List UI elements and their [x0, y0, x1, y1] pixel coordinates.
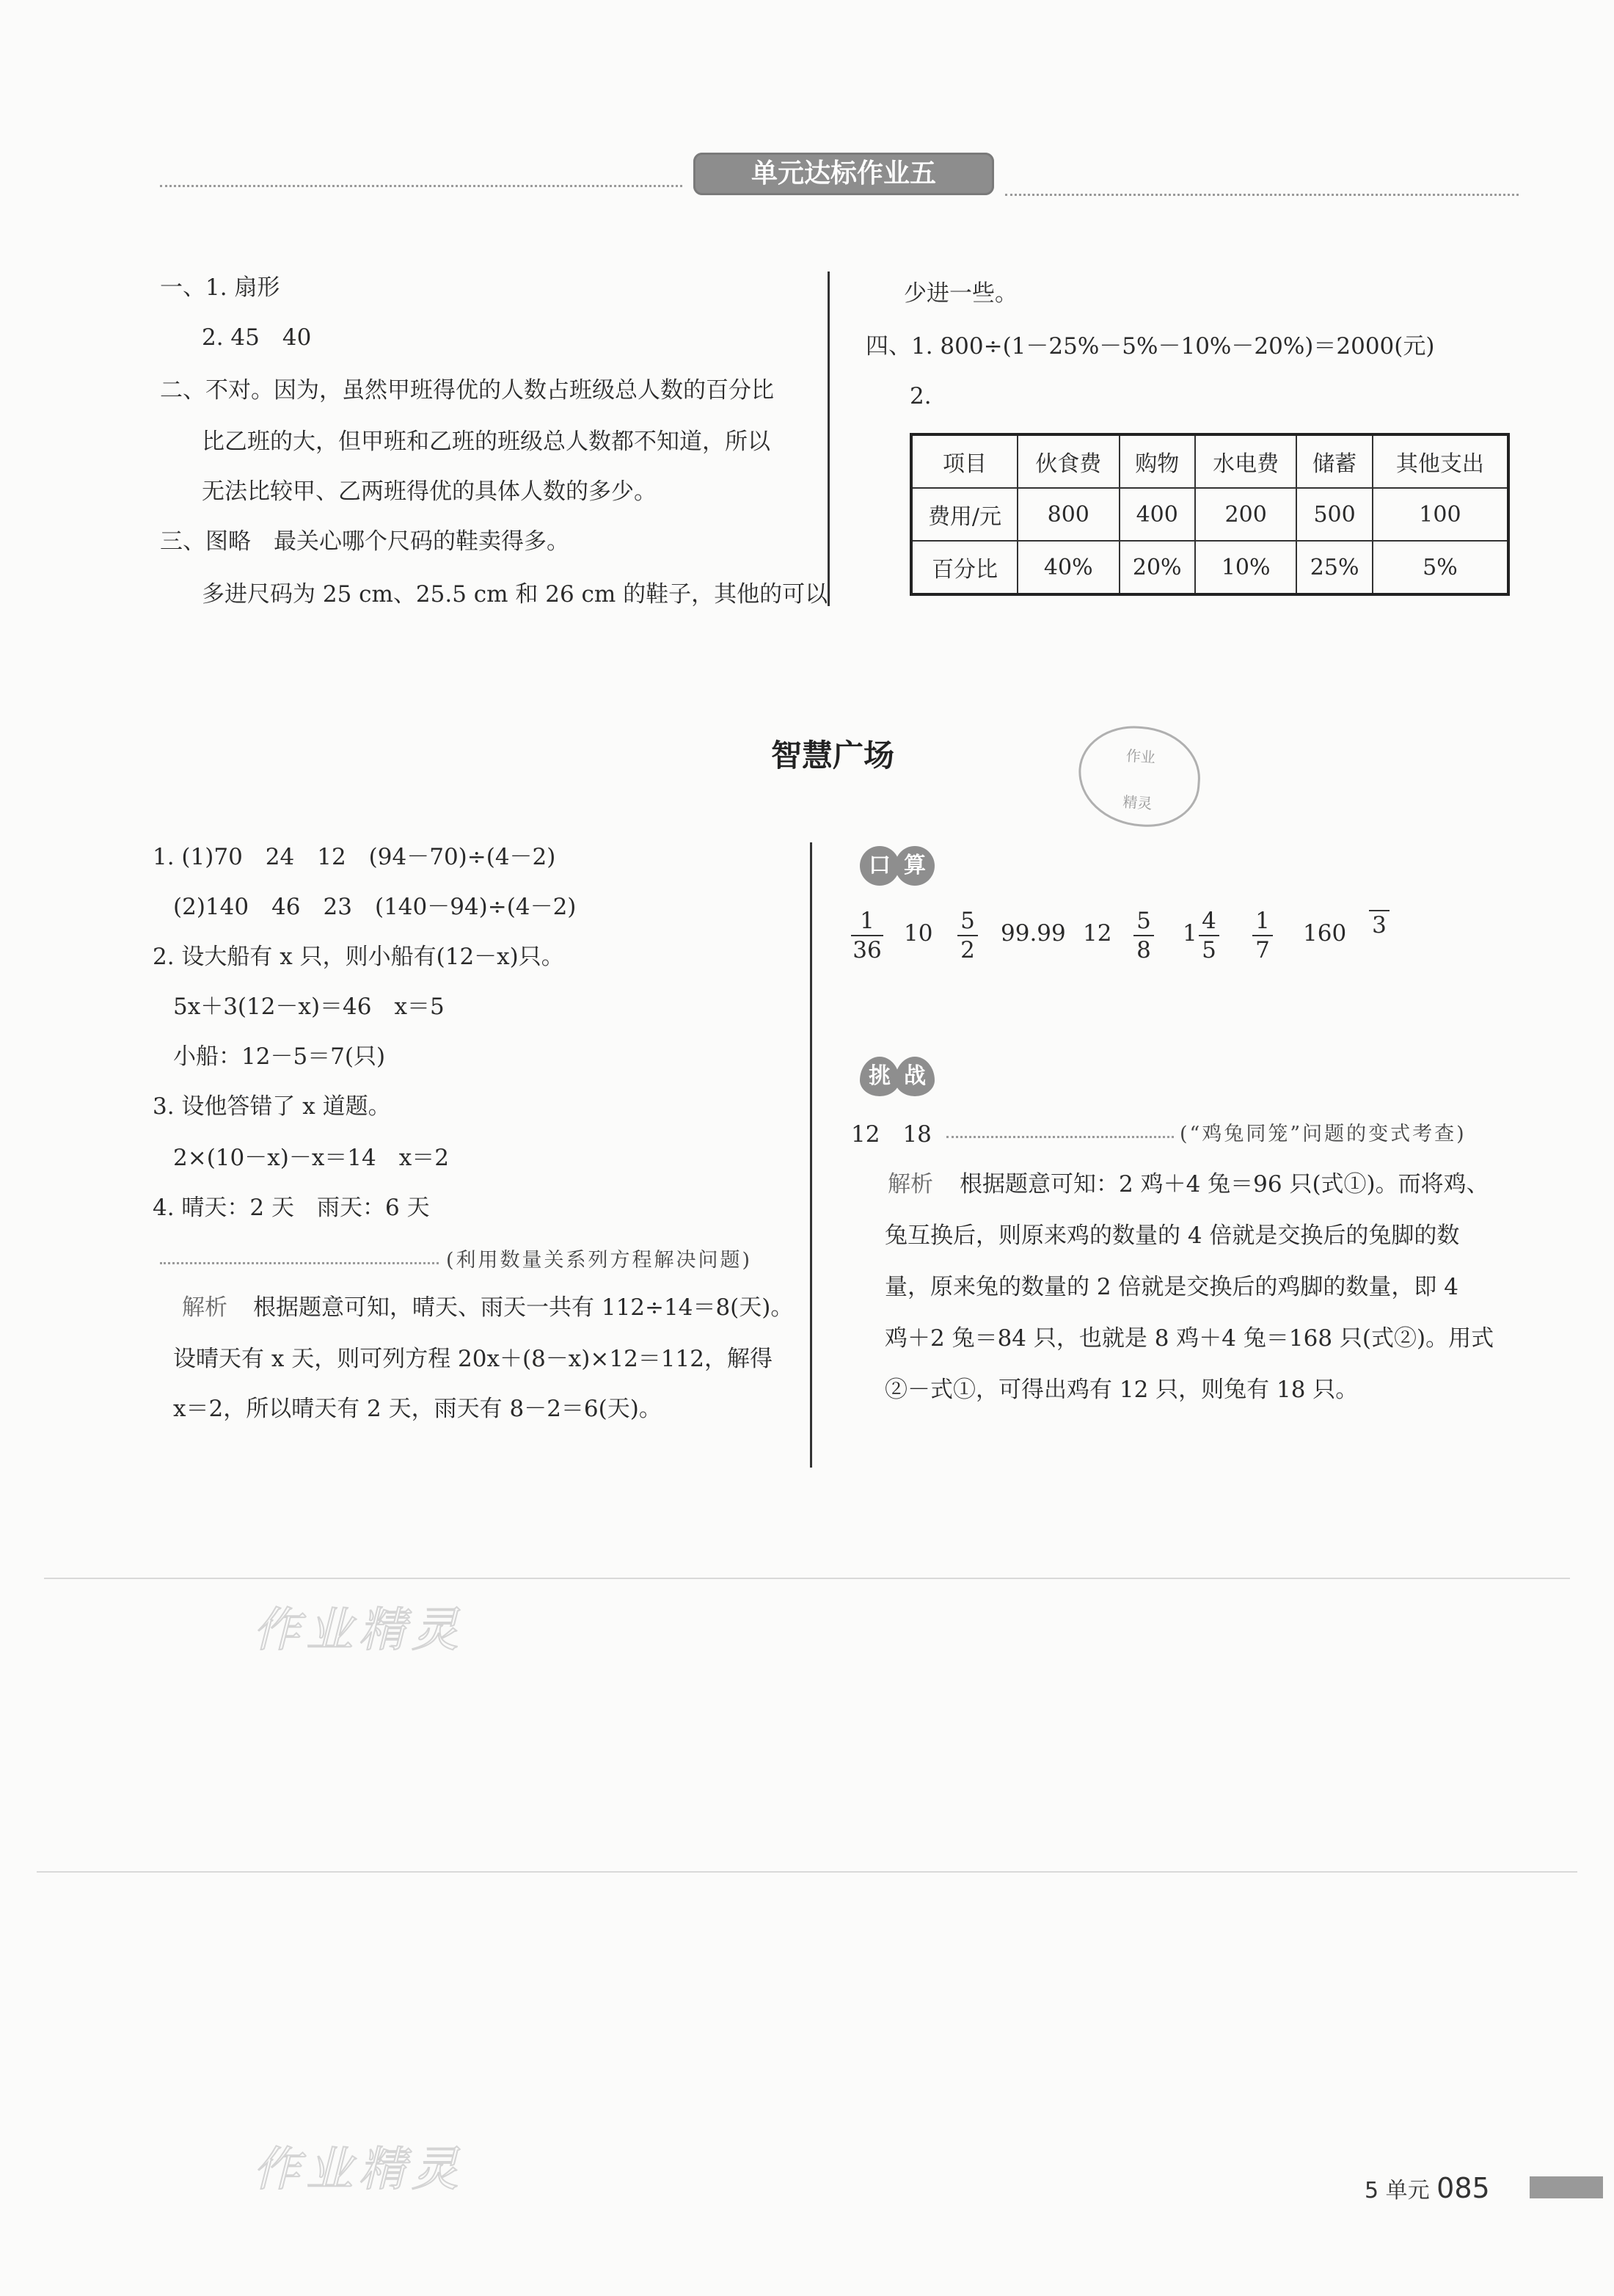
table-cell: 400 [1120, 488, 1195, 541]
header-dots-left [160, 185, 682, 187]
denominator: 3 [1372, 912, 1387, 939]
answer-line: 2. 设大船有 x 只，则小船有(12－x)只。 [153, 944, 564, 970]
oral-badge-1: 口 [860, 846, 899, 886]
analysis-line: ②－式①，可得出鸡有 12 只，则兔有 18 只。 [885, 1377, 1359, 1403]
challenge-answer: 12 18 [851, 1121, 932, 1148]
table-cell: 伙食费 [1018, 434, 1120, 488]
challenge-badge-2: 战 [895, 1057, 935, 1096]
numerator: 1 [1255, 908, 1270, 934]
divider-line [37, 1871, 1577, 1873]
numerator: 5 [960, 908, 975, 934]
answer-line: 2. 45 40 [202, 324, 312, 351]
unit-label: 5 单元 [1365, 2178, 1430, 2204]
fraction [1133, 908, 1154, 963]
numerator: 1 [860, 908, 874, 934]
oral-badge-2: 算 [895, 846, 935, 886]
answer-line: 多进尺码为 25 cm、25.5 cm 和 26 cm 的鞋子，其他的可以 [202, 581, 828, 608]
table-cell: 百分比 [911, 541, 1018, 594]
fraction [1369, 908, 1390, 938]
column-divider-middle [810, 842, 812, 1468]
fraction [957, 908, 978, 963]
answer-line: 三、图略 最关心哪个尺码的鞋卖得多。 [160, 528, 569, 555]
method-note: (利用数量关系列方程解决问题) [446, 1249, 753, 1272]
section-title: 智慧广场 [770, 737, 894, 773]
denominator: 2 [960, 937, 975, 963]
expense-table [910, 433, 1510, 596]
answer-line: 少进一些。 [904, 280, 1018, 307]
table-cell: 500 [1296, 488, 1372, 541]
denominator: 5 [1202, 937, 1216, 963]
answer-line: 4. 晴天：2 天 雨天：6 天 [153, 1195, 430, 1221]
analysis-line: 量，原来兔的数量的 2 倍就是交换后的鸡脚的数量，即 4 [885, 1274, 1459, 1300]
answer-line: 小船：12－5＝7(只) [173, 1043, 386, 1070]
page-number [1365, 2172, 1490, 2204]
fraction [851, 908, 883, 963]
denominator: 36 [852, 937, 882, 963]
answer-line: 一、1. 扇形 [160, 274, 280, 301]
challenge-dots [946, 1136, 1174, 1138]
table-cell: 5% [1373, 541, 1508, 594]
mixed-whole: 1 [1183, 920, 1197, 947]
stamp-logo [1075, 722, 1203, 830]
analysis-line: 鸡＋2 兔＝84 只，也就是 8 鸡＋4 兔＝168 只(式②)。用式 [885, 1325, 1494, 1352]
challenge-note: (“鸡兔同笼”问题的变式考查) [1180, 1123, 1467, 1145]
divider-line [44, 1578, 1570, 1579]
numerator: 4 [1202, 908, 1216, 934]
answer-line: 1. (1)70 24 12 (94－70)÷(4－2) [153, 844, 556, 870]
analysis-label: 解析 [182, 1294, 227, 1321]
fraction [1252, 908, 1273, 963]
answer-value: 99.99 [1001, 920, 1066, 947]
answer-value: 10 [904, 920, 933, 947]
table-cell: 10% [1195, 541, 1297, 594]
answer-line: 5x＋3(12－x)＝46 x＝5 [173, 994, 445, 1020]
denominator: 8 [1136, 937, 1151, 963]
table-cell: 800 [1018, 488, 1120, 541]
stamp-bottom-text: 精灵 [1122, 792, 1153, 813]
answer-line: 无法比较甲、乙两班得优的具体人数的多少。 [202, 478, 657, 505]
note-dots [160, 1262, 439, 1264]
header-banner: 单元达标作业五 [693, 153, 994, 195]
answer-value: 160 [1303, 920, 1347, 947]
analysis-line: x＝2，所以晴天有 2 天，雨天有 8－2＝6(天)。 [173, 1396, 662, 1422]
table-cell: 20% [1120, 541, 1195, 594]
watermark-text: 作业精灵 [253, 2143, 464, 2197]
answer-line: 2×(10－x)－x＝14 x＝2 [173, 1145, 449, 1171]
answer-line: (2)140 46 23 (140－94)÷(4－2) [173, 894, 577, 920]
answer-line: 比乙班的大，但甲班和乙班的班级总人数都不知道，所以 [202, 429, 770, 455]
answer-value: 12 [1083, 920, 1112, 947]
table-cell: 其他支出 [1373, 434, 1508, 488]
table-row [911, 541, 1508, 594]
analysis-label: 解析 [888, 1171, 933, 1198]
table-row [911, 488, 1508, 541]
analysis-line: 兔互换后，则原来鸡的数量的 4 倍就是交换后的兔脚的数 [885, 1222, 1460, 1249]
stamp-top-text: 作业 [1125, 746, 1156, 767]
fraction [1199, 908, 1219, 963]
analysis-line: 设晴天有 x 天，则可列方程 20x＋(8－x)×12＝112，解得 [173, 1346, 773, 1372]
watermark-text: 作业精灵 [253, 1603, 464, 1658]
challenge-badge-1: 挑 [860, 1057, 899, 1096]
answer-line: 二、不对。因为，虽然甲班得优的人数占班级总人数的百分比 [160, 377, 774, 404]
table-header-row [911, 434, 1508, 488]
answer-line: 四、1. 800÷(1－25%－5%－10%－20%)＝2000(元) [866, 333, 1435, 360]
table-cell: 购物 [1120, 434, 1195, 488]
table-cell: 费用/元 [911, 488, 1018, 541]
column-divider-top [828, 271, 830, 606]
table-cell: 项目 [911, 434, 1018, 488]
table-cell: 100 [1373, 488, 1508, 541]
table-cell: 储蓄 [1296, 434, 1372, 488]
answer-line: 2. [910, 383, 932, 409]
page-number-value: 085 [1436, 2172, 1490, 2204]
table-cell: 40% [1018, 541, 1120, 594]
analysis-line: 根据题意可知：2 鸡＋4 兔＝96 只(式①)。而将鸡、 [960, 1171, 1489, 1198]
table-cell: 25% [1296, 541, 1372, 594]
page-tab [1530, 2176, 1603, 2198]
analysis-line: 根据题意可知，晴天、雨天一共有 112÷14＝8(天)。 [253, 1294, 794, 1321]
denominator: 7 [1255, 937, 1270, 963]
table-cell: 水电费 [1195, 434, 1297, 488]
answer-line: 3. 设他答错了 x 道题。 [153, 1093, 391, 1120]
numerator: 5 [1136, 908, 1151, 934]
table-cell: 200 [1195, 488, 1297, 541]
header-dots-right [1005, 194, 1519, 196]
